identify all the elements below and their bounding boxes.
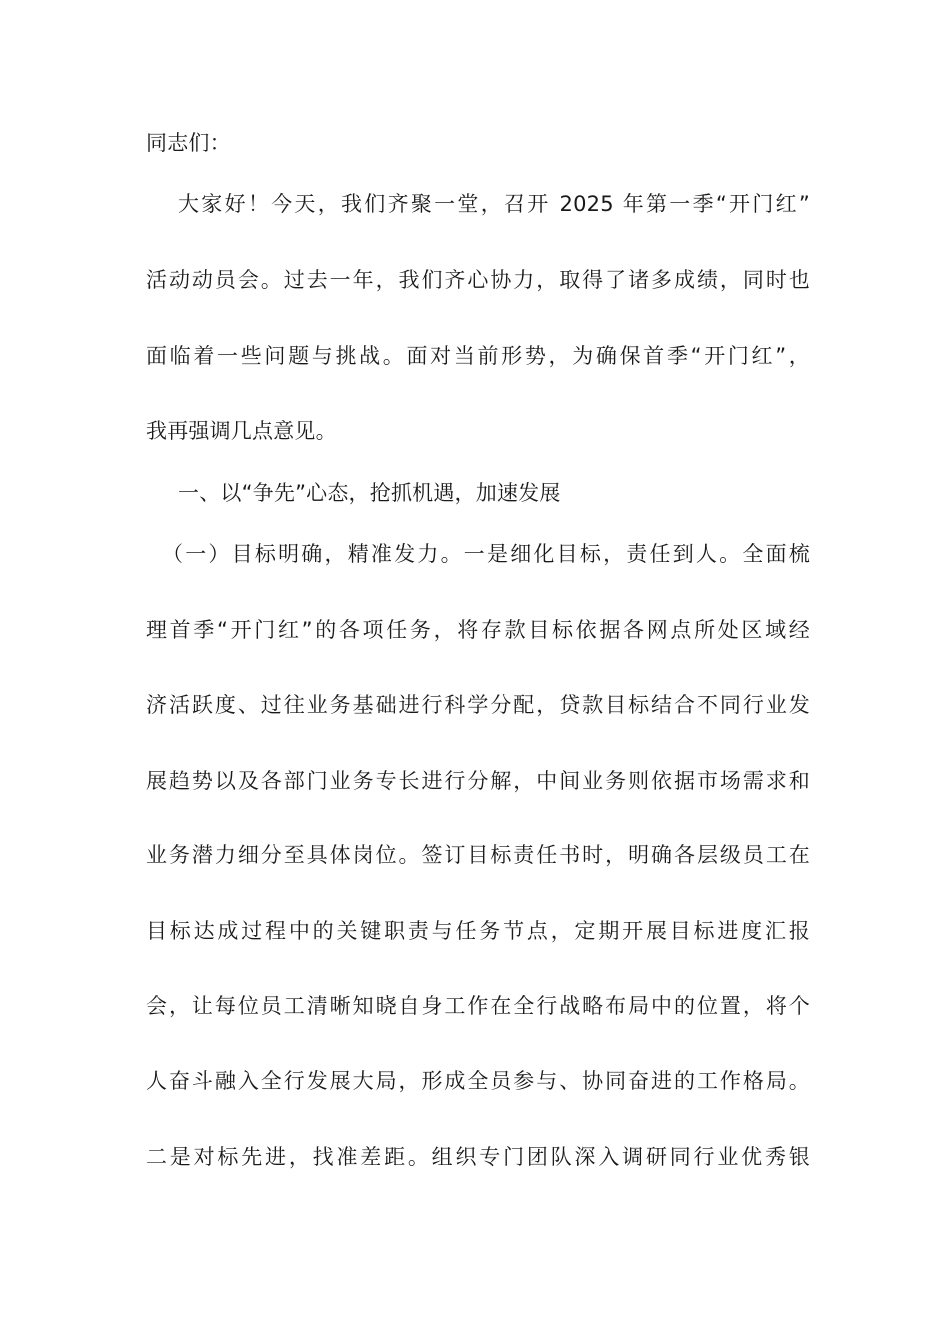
body-line: 展趋势以及各部门业务专长进行分解，中间业务则依据市场需求和: [146, 769, 810, 793]
subsection-line: （一）目标明确，精准发力。一是细化目标，责任到人。全面梳: [162, 542, 810, 566]
body-line: 大家好！今天，我们齐聚一堂，召开 2025 年第一季“开门红”: [178, 192, 810, 216]
body-line: 活动动员会。过去一年，我们齐心协力，取得了诸多成绩，同时也: [146, 268, 810, 292]
body-line: 目标达成过程中的关键职责与任务节点，定期开展目标进度汇报: [146, 919, 810, 943]
body-line: 理首季“开门红”的各项任务，将存款目标依据各网点所处区域经: [146, 618, 810, 642]
body-line: 二是对标先进，找准差距。组织专门团队深入调研同行业优秀银: [146, 1145, 810, 1169]
body-line: 济活跃度、过往业务基础进行科学分配，贷款目标结合不同行业发: [146, 693, 810, 717]
body-line: 业务潜力细分至具体岗位。签订目标责任书时，明确各层级员工在: [146, 843, 810, 867]
salutation: 同志们：: [146, 131, 231, 155]
body-line: 面临着一些问题与挑战。面对当前形势，为确保首季“开门红”，: [146, 344, 810, 368]
section-heading: 一、以“争先”心态，抢抓机遇，加速发展: [178, 481, 561, 505]
body-line: 我再强调几点意见。: [146, 419, 337, 443]
body-line: 会，让每位员工清晰知晓自身工作在全行战略布局中的位置，将个: [146, 994, 810, 1018]
body-line: 人奋斗融入全行发展大局，形成全员参与、协同奋进的工作格局。: [146, 1069, 810, 1093]
